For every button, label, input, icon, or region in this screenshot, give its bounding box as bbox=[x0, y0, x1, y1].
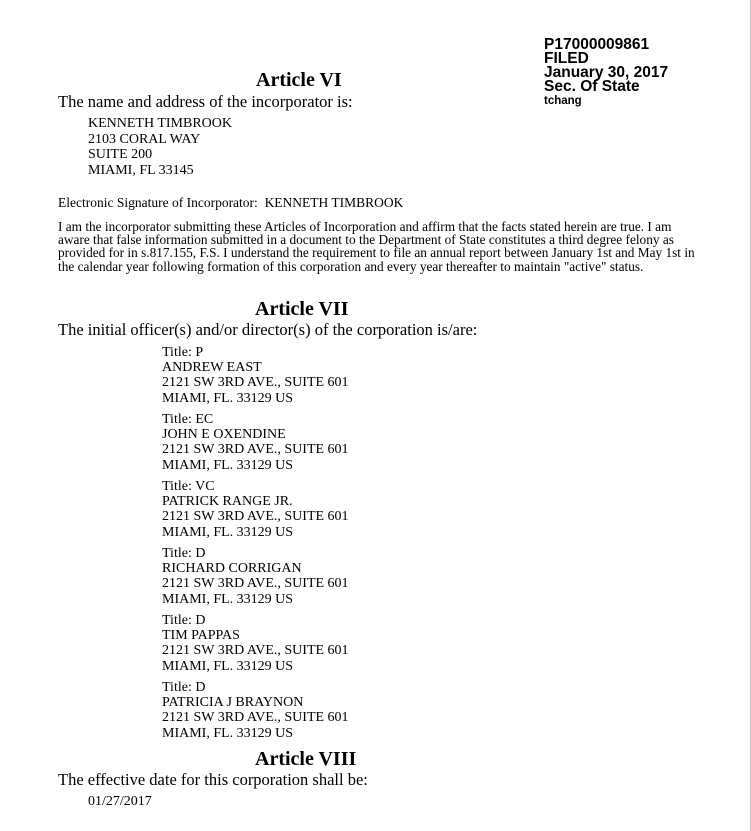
officer-city: MIAMI, FL. 33129 US bbox=[162, 390, 294, 406]
officer-name: JOHN E OXENDINE bbox=[162, 427, 286, 443]
officer-name: PATRICK RANGE JR. bbox=[162, 494, 293, 510]
officer-city: MIAMI, FL. 33129 US bbox=[162, 725, 294, 741]
article-7-heading: Article VII bbox=[255, 298, 349, 320]
officer-name: ANDREW EAST bbox=[162, 360, 262, 376]
officer-title: Title: P bbox=[162, 345, 204, 360]
officer-street: 2121 SW 3RD AVE., SUITE 601 bbox=[162, 710, 349, 726]
article-6-intro: The name and address of the incorporator is: bbox=[58, 92, 353, 111]
officer-city: MIAMI, FL. 33129 US bbox=[162, 457, 294, 473]
officer-title: Title: VC bbox=[162, 479, 215, 494]
article-8-heading: Article VIII bbox=[255, 748, 357, 770]
officer-city: MIAMI, FL. 33129 US bbox=[162, 524, 294, 540]
stamp-clerk: tchang bbox=[544, 95, 582, 107]
address-line: SUITE 200 bbox=[88, 147, 153, 162]
officer-street: 2121 SW 3RD AVE., SUITE 601 bbox=[162, 509, 349, 525]
signature-name: KENNETH TIMBROOK bbox=[264, 195, 404, 210]
officer-name: TIM PAPPAS bbox=[162, 628, 240, 644]
article-6-heading: Article VI bbox=[256, 69, 342, 91]
officer-entry bbox=[162, 680, 349, 741]
officer-title: Title: D bbox=[162, 546, 206, 561]
stamp-status: FILED bbox=[544, 50, 589, 67]
incorporator-address bbox=[88, 116, 232, 178]
officer-entry bbox=[162, 412, 349, 473]
article-8-intro: The effective date for this corporation shall be: bbox=[58, 770, 368, 789]
officer-entry bbox=[162, 613, 349, 674]
article-7-intro: The initial officer(s) and/or director(s) of the corporation is/are: bbox=[58, 320, 478, 339]
officer-street: 2121 SW 3RD AVE., SUITE 601 bbox=[162, 576, 349, 592]
officer-city: MIAMI, FL. 33129 US bbox=[162, 591, 294, 607]
officer-name: PATRICIA J BRAYNON bbox=[162, 695, 304, 711]
address-line: KENNETH TIMBROOK bbox=[88, 116, 233, 131]
officer-street: 2121 SW 3RD AVE., SUITE 601 bbox=[162, 442, 349, 458]
officer-name: RICHARD CORRIGAN bbox=[162, 561, 302, 577]
effective-date: 01/27/2017 bbox=[88, 794, 152, 809]
officer-entry bbox=[162, 345, 349, 406]
officer-title: Title: EC bbox=[162, 412, 214, 427]
electronic-signature bbox=[58, 195, 403, 210]
officer-street: 2121 SW 3RD AVE., SUITE 601 bbox=[162, 375, 349, 391]
officer-entry bbox=[162, 479, 349, 540]
officer-city: MIAMI, FL. 33129 US bbox=[162, 658, 294, 674]
signature-label: Electronic Signature of Incorporator: bbox=[58, 195, 258, 210]
stamp-document-number: P17000009861 bbox=[544, 36, 650, 53]
incorporator-statement: I am the incorporator submitting these Articles of Incorporation and affirm that the facts stated herein are true. I am aware that false information submitted in a document to the Department of State constitutes a third degree felony as provided for in s.817.155, F.S. I understand the requirement to file an annual report between January 1st and May 1st in the calendar year following formation of this corporation and every year thereafter to maintain "active" status. bbox=[58, 219, 695, 274]
address-line: 2103 CORAL WAY bbox=[88, 131, 201, 147]
address-line: MIAMI, FL 33145 bbox=[88, 162, 194, 178]
officer-title: Title: D bbox=[162, 680, 206, 695]
stamp-office: Sec. Of State bbox=[544, 78, 640, 95]
stamp-date: January 30, 2017 bbox=[544, 64, 669, 81]
filing-stamp bbox=[544, 38, 668, 108]
officer-title: Title: D bbox=[162, 613, 206, 628]
officer-street: 2121 SW 3RD AVE., SUITE 601 bbox=[162, 643, 349, 659]
officer-entry bbox=[162, 546, 349, 607]
